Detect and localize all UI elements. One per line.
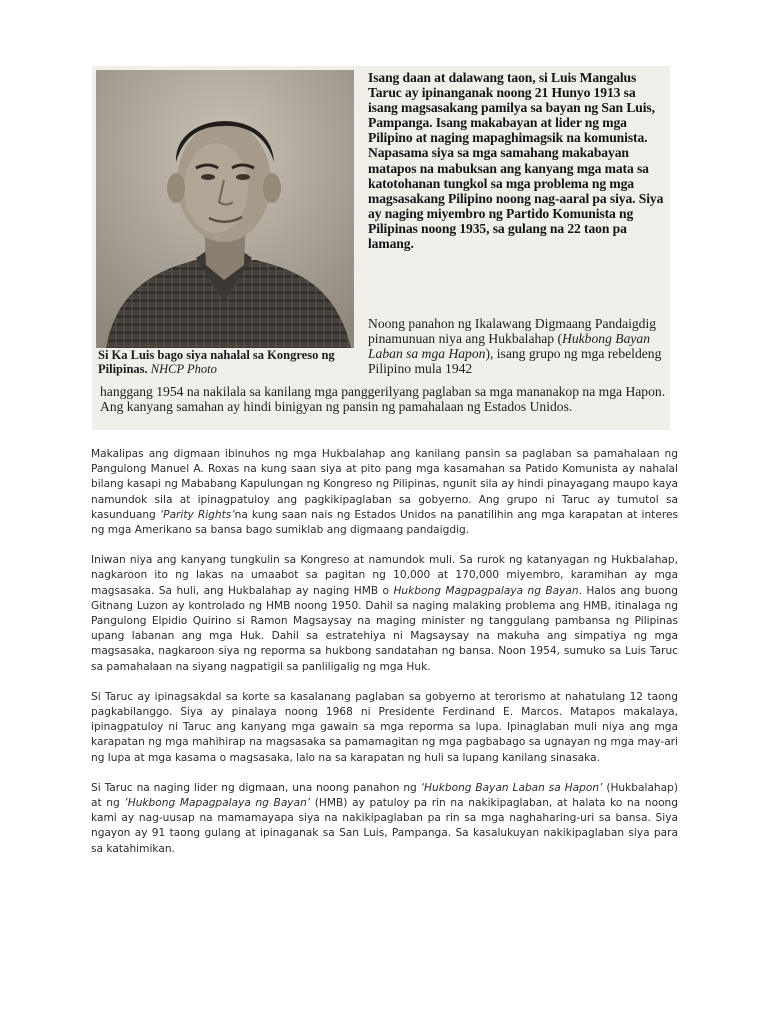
war-italic: Hukbong Bayan Laban sa mga Hapon xyxy=(368,331,650,361)
article-body xyxy=(91,447,678,872)
war-paragraph-bottom: hanggang 1954 na nakilala sa kanilang mga panggerilyang paglaban sa mga mananakop na mga Hapon. Ang kanyang samahan ay hindi binigyan ng pansin ng pamahalaan ng Estados Unidos. xyxy=(100,384,666,414)
parity-rights-term: ‘Parity Rights’ xyxy=(159,508,235,521)
article-paragraph-1 xyxy=(91,447,678,538)
hmb-term: ‘Hukbong Mapagpalaya ng Bayan’ xyxy=(124,797,311,810)
paragraph-text: Makalipas ang digmaan ibinuhos ng mga Hukbalahap ang kanilang pansin sa paglaban sa pamahalaan ng Pangulong Manuel A. Roxas na kung saan siya at pito pang mga kasamahan sa Patido Komunista ay nahalal bilang kasapi ng Mababang Kapulungan ng Kongreso ng Pilipinas, ngunit sila ay hindi pinayagang maupo kaya namundok sila at ipinagpatuloy ang pagkikipaglaban sa gobyerno. Ang grupo ni Taruc ay tumutol sa kasunduang xyxy=(91,448,678,521)
war-text: Noong panahon ng Ikalawang Digmaang Pandaigdig pinamunuan niya ang Hukbalahap ( xyxy=(368,316,657,346)
biography-paragraph: Isang daan at dalawang taon, si Luis Mangalus Taruc ay ipinanganak noong 21 Hunyo 1913 sa isang magsasakang pamilya sa bayan ng San Luis, Pampanga. Isang makabayan at lider ng mga Pilipino at naging mapaghimagsik na komunista. Napasama siya sa mga samahang makabayan matapos na mabuksan ang kanyang mga mata sa katotohanan tungkol sa mga problema ng mga magsasakang Pilipino noong nag-aaral pa siya. Siya ay naging miyembro ng Partido Komunista ng Pilipinas noong 1935, sa gulang na 22 taon pa lamang. xyxy=(368,70,664,252)
war-text-continued: ), isang grupo ng mga rebeldeng Pilipino mula 1942 xyxy=(368,346,662,376)
photo-credit: NHCP Photo xyxy=(150,362,217,376)
photo-caption xyxy=(98,348,360,376)
portrait-image xyxy=(96,70,354,348)
paragraph-text: Si Taruc na naging lider ng digmaan, una noong panahon ng xyxy=(91,781,421,794)
caption-text: Si Ka Luis bago siya nahalal sa Kongreso ng Pilipinas. xyxy=(98,348,335,376)
portrait-photo xyxy=(96,70,354,348)
scanned-clipping xyxy=(92,66,670,430)
paragraph-text: na kung saan nais ng Estados Unidos na panatilihin ang mga karapatan at interes ng mga Amerikano sa bansa bago sumiklab ang digmaang pandaigdig. xyxy=(91,508,678,537)
hukbalahap-term: ‘Hukbong Bayan Laban sa Hapon’ xyxy=(420,781,603,794)
article-paragraph-2 xyxy=(91,553,678,675)
paragraph-text: (Hukbalahap) at ng xyxy=(91,781,678,810)
war-paragraph-top xyxy=(368,316,666,376)
paragraph-text: (HMB) ay patuloy pa rin na nakikipaglaban, at halata ko na noong kami ay nag-uusap na mamamayapa siya na nakikipaglaban pa rin sa mga naghaharing-uri sa bansa. Siya ngayon ay 91 taong gulang at ipinaganak sa San Luis, Pampanga. Sa kasalukuyan nakikipaglaban siya para sa katahimikan. xyxy=(91,797,678,855)
article-paragraph-3: Si Taruc ay ipinagsakdal sa korte sa kasalanang paglaban sa gobyerno at terorismo at nahatulang 12 taong pagkabilanggo. Siya ay pinalaya noong 1968 ni Presidente Ferdinand E. Marcos. Matapos makalaya, ipinagpatuloy ni Taruc ang kanyang mga gawain sa mga reporma sa lupa. Ipinaglaban muli niya ang mga karapatan ng mga mahihirap na magsasaka sa pamamagitan ng mga pagbabago sa ugnayan ng mga may-ari ng lupa at mga kasama o magsasaka, lalo na sa karapatan ng huli sa lupang kanilang sinasaka. xyxy=(91,690,678,764)
article-paragraph-4 xyxy=(91,781,678,857)
paragraph-text: Iniwan niya ang kanyang tungkulin sa Kongreso at namundok muli. Sa rurok ng katanyagan ng Hukbalahap, nagkaroon ito ng lakas na umaabot sa pagitan ng 10,000 at 170,000 miyembro, karamihan ay mga magsasaka. Sa huli, ang Hukbalahap ay naging HMB o xyxy=(91,554,678,597)
hmb-term: Hukbong Magpagpalaya ng Bayan xyxy=(393,584,579,597)
paragraph-text: . Halos ang buong Gitnang Luzon ay kontrolado ng HMB noong 1950. Dahil sa naging malaking problema ang HMB, itinalaga ng Pangulong Elpidio Quirino si Ramon Magsaysay na maging minister ng tanggulang pambansa ng Pilipinas upang labanan ang mga Huk. Dahil sa estratehiya ni Magsaysay na makuha ang simpatiya ng mga magsasaka, nagkaroon siya ng reporma sa hukbong sandatahan ng bansa. Noon 1954, sumuko sa Luis Taruc sa pamahalaan na siyang nagpatigil sa panliligalig ng mga Huk. xyxy=(91,584,678,673)
